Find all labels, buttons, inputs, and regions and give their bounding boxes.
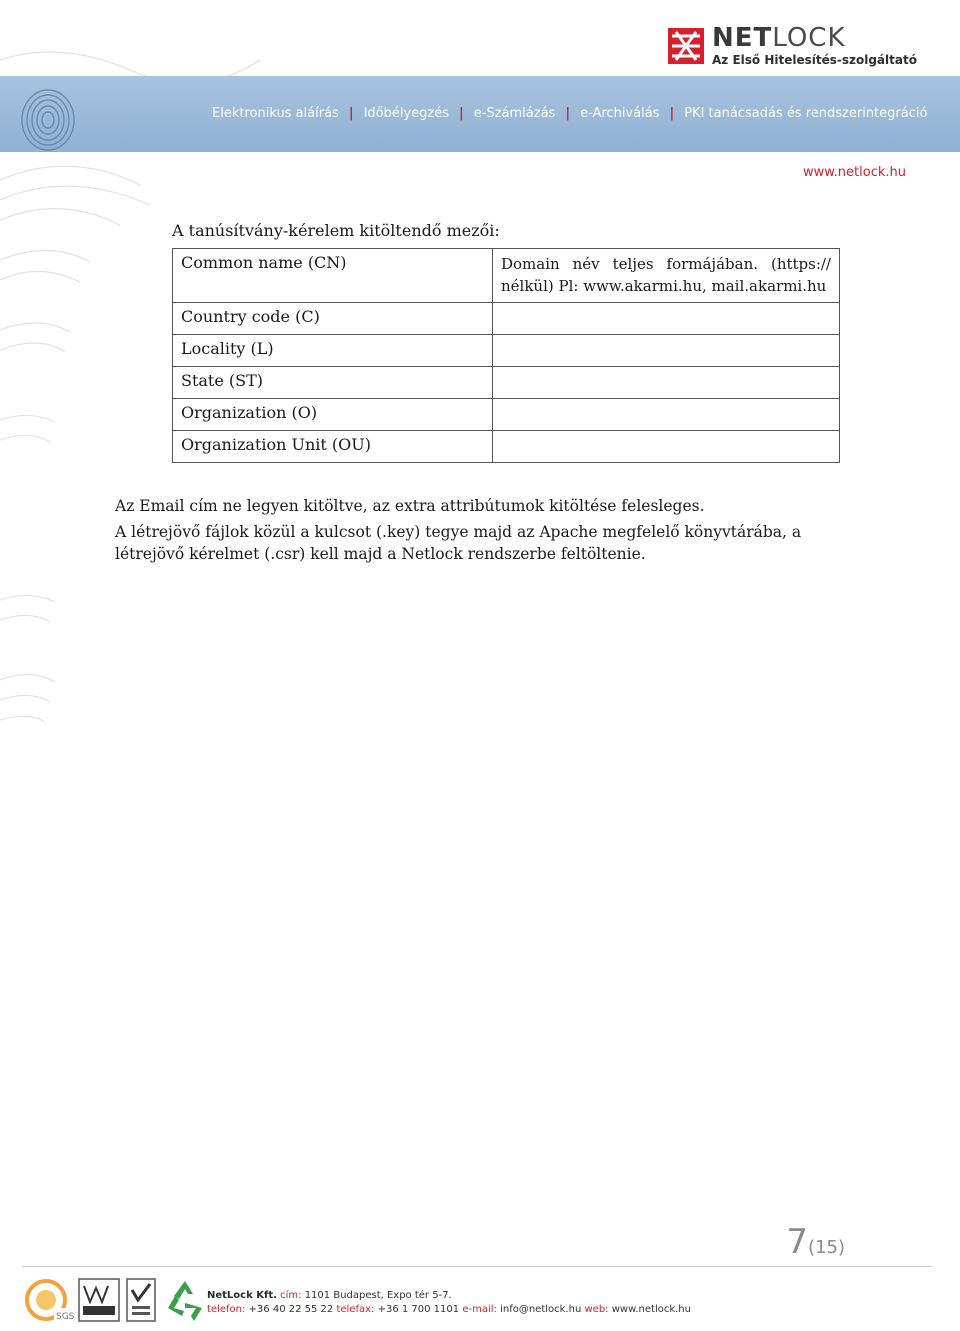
nav-separator: | [459, 106, 464, 121]
moody-logo-icon [78, 1278, 120, 1322]
files-note-paragraph: A létrejövő fájlok közül a kulcsot (.key) tegye majd az Apache megfelelő könyvtárába, a létrejövő kérelmet (.csr) kell majd a Netlock rendszerbe feltöltenie. [115, 523, 802, 563]
page-number [786, 1222, 845, 1262]
nav-item-e-archiving[interactable]: e-Archiválás [580, 106, 660, 121]
field-label: Organization Unit (OU) [173, 431, 493, 463]
footer-divider [22, 1266, 932, 1267]
recycle-icon [162, 1278, 208, 1322]
nav-item-pki-consulting[interactable]: PKI tanácsadás és rendszerintegráció [684, 106, 928, 121]
ukas-logo-icon [126, 1278, 156, 1322]
address-label: cím: [280, 1290, 302, 1301]
table-row [173, 431, 840, 463]
nav-separator: | [348, 106, 354, 121]
fax-label: telefax: [336, 1304, 375, 1315]
field-description [493, 367, 840, 399]
web-link[interactable]: www.netlock.hu [611, 1304, 691, 1315]
email-link[interactable]: info@netlock.hu [500, 1304, 582, 1315]
netlock-logo-icon [668, 28, 704, 64]
field-description: Domain név teljes formájában. (https:// nélkül) Pl: www.akarmi.hu, mail.akarmi.hu [493, 249, 840, 303]
field-label: Common name (CN) [173, 249, 493, 303]
field-description [493, 399, 840, 431]
nav-item-timestamp[interactable]: Időbélyegzés [363, 106, 450, 121]
company-name: NetLock Kft. [207, 1290, 277, 1301]
fingerprint-icon [14, 82, 78, 152]
phone-label: telefon: [207, 1304, 246, 1315]
service-nav [212, 106, 927, 121]
certification-logos [24, 1278, 214, 1322]
web-label: web: [584, 1304, 609, 1315]
email-note-paragraph: Az Email cím ne legyen kitöltve, az extra attribútumok kitöltése felesleges. [115, 497, 705, 515]
footer-contact [207, 1289, 691, 1317]
netlock-logo[interactable] [668, 24, 917, 67]
nav-separator: | [565, 106, 571, 121]
page-current: 7 [786, 1222, 809, 1262]
field-label: Locality (L) [173, 335, 493, 367]
phone: +36 40 22 55 22 [248, 1304, 334, 1315]
field-label: State (ST) [173, 367, 493, 399]
field-description [493, 303, 840, 335]
section-title: A tanúsítvány-kérelem kitöltendő mezői: [172, 221, 500, 240]
header-website-link[interactable]: www.netlock.hu [802, 165, 906, 180]
field-label: Country code (C) [173, 303, 493, 335]
field-label: Organization (O) [173, 399, 493, 431]
nav-item-e-signature[interactable]: Elektronikus aláírás [212, 106, 339, 121]
nav-item-e-invoicing[interactable]: e-Számlázás [473, 106, 556, 121]
nav-separator: | [669, 106, 675, 121]
table-row [173, 335, 840, 367]
page-total: (15) [808, 1237, 845, 1258]
table-row [173, 367, 840, 399]
brand-tagline: Az Első Hitelesítés-szolgáltató [712, 53, 917, 67]
brand-name: NETLOCK [712, 23, 846, 53]
csr-fields-table [172, 248, 840, 463]
table-row [173, 249, 840, 303]
fax: +36 1 700 1101 [377, 1304, 460, 1315]
table-row [173, 303, 840, 335]
field-description [493, 431, 840, 463]
table-row [173, 399, 840, 431]
email-label: e-mail: [462, 1304, 497, 1315]
field-description [493, 335, 840, 367]
sgs-logo-icon [24, 1278, 75, 1322]
svg-text:SGS: SGS [56, 1312, 75, 1322]
address: 1101 Budapest, Expo tér 5-7. [304, 1290, 452, 1301]
